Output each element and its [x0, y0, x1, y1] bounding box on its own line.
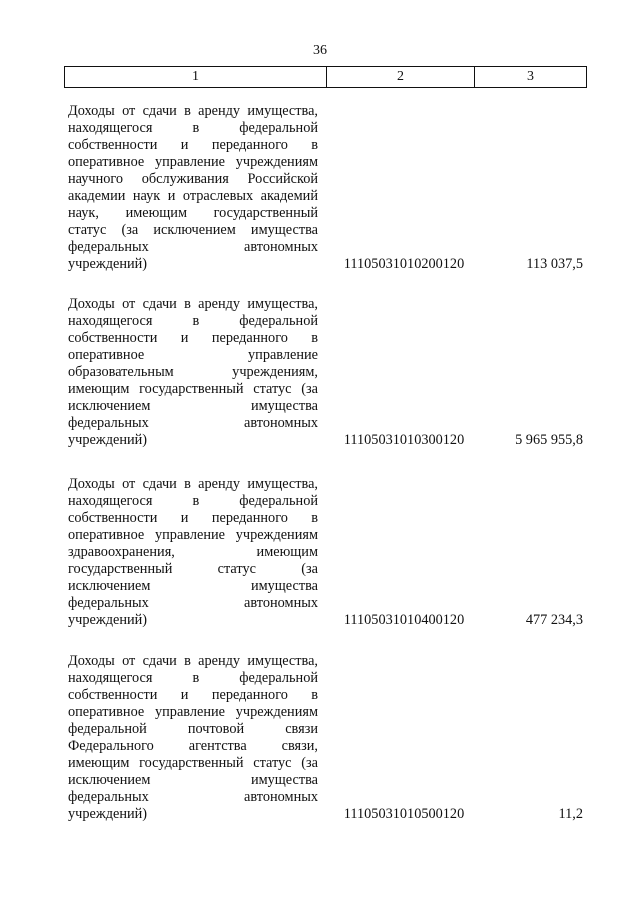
- description-line: Доходы от сдачи в аренду имущества,: [68, 296, 318, 312]
- row-description: [68, 296, 318, 449]
- table-header: [64, 66, 587, 88]
- description-line: федеральных автономных: [68, 239, 318, 255]
- description-line: учреждений): [68, 256, 148, 272]
- description-line: находящегося в федеральной: [68, 313, 318, 329]
- row-amount: 5 965 955,8: [515, 432, 583, 448]
- row-amount: 11,2: [558, 806, 583, 822]
- description-line: находящегося в федеральной: [68, 670, 318, 686]
- description-line: научного обслуживания Российской: [68, 171, 318, 187]
- row-description: [68, 653, 318, 823]
- description-line: находящегося в федеральной: [68, 493, 318, 509]
- row-code: 11105031010500120: [343, 806, 465, 822]
- table-row: [68, 296, 583, 449]
- header-col-2: 2: [327, 67, 475, 87]
- description-line: имеющим государственный статус (за: [68, 381, 318, 397]
- description-line: федеральных автономных: [68, 789, 318, 805]
- row-code: 11105031010400120: [343, 612, 465, 628]
- header-col-1: 1: [65, 67, 327, 87]
- description-line: оперативное управление учреждениям: [68, 704, 318, 720]
- description-line: учреждений): [68, 612, 148, 628]
- description-line: находящегося в федеральной: [68, 120, 318, 136]
- description-line: Доходы от сдачи в аренду имущества,: [68, 103, 318, 119]
- table-row: [68, 103, 583, 273]
- description-line: образовательным учреждениям,: [68, 364, 318, 380]
- description-line: собственности и переданного в: [68, 510, 318, 526]
- row-amount: 113 037,5: [526, 256, 583, 272]
- description-line: Доходы от сдачи в аренду имущества,: [68, 653, 318, 669]
- row-description: [68, 476, 318, 629]
- table-row: [68, 476, 583, 629]
- description-line: имеющим государственный статус (за: [68, 755, 318, 771]
- description-line: академии наук и отраслевых академий: [68, 188, 318, 204]
- description-line: учреждений): [68, 806, 148, 822]
- row-code: 11105031010300120: [343, 432, 465, 448]
- header-col-3: 3: [527, 69, 534, 84]
- description-line: государственный статус (за: [68, 561, 318, 577]
- description-line: федеральных автономных: [68, 415, 318, 431]
- row-description: [68, 103, 318, 273]
- description-line: статус (за исключением имущества: [68, 222, 318, 238]
- description-line: оперативное управление учреждениям: [68, 527, 318, 543]
- description-line: Федерального агентства связи,: [68, 738, 318, 754]
- description-line: оперативное управление учреждениям: [68, 154, 318, 170]
- description-line: наук, имеющим государственный: [68, 205, 318, 221]
- description-line: исключением имущества: [68, 398, 318, 414]
- description-line: федеральных автономных: [68, 595, 318, 611]
- row-code: 11105031010200120: [343, 256, 465, 272]
- description-line: оперативное управление: [68, 347, 318, 363]
- description-line: учреждений): [68, 432, 148, 448]
- row-amount: 477 234,3: [525, 612, 583, 628]
- description-line: собственности и переданного в: [68, 687, 318, 703]
- description-line: федеральной почтовой связи: [68, 721, 318, 737]
- description-line: собственности и переданного в: [68, 330, 318, 346]
- description-line: исключением имущества: [68, 578, 318, 594]
- page-number: 36: [313, 43, 327, 58]
- table-row: [68, 653, 583, 823]
- description-line: собственности и переданного в: [68, 137, 318, 153]
- description-line: Доходы от сдачи в аренду имущества,: [68, 476, 318, 492]
- description-line: здравоохранения, имеющим: [68, 544, 318, 560]
- description-line: исключением имущества: [68, 772, 318, 788]
